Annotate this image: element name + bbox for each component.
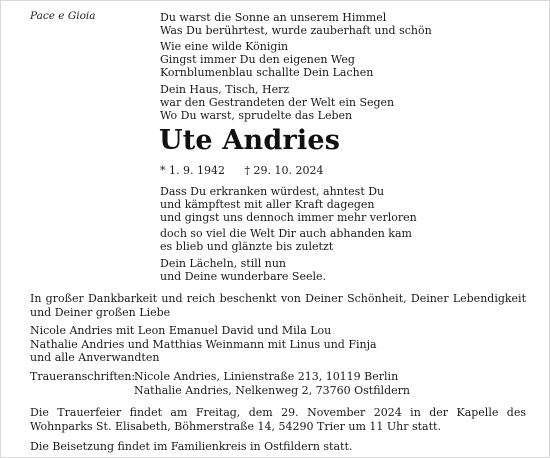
poem-line: Dein Lächeln, still nun [160, 257, 287, 270]
family-line: und alle Anverwandten [30, 351, 160, 364]
burial-notice: Die Beisetzung findet im Familienkreis in Ostfildern statt. [30, 440, 353, 453]
poem-line: Dein Haus, Tisch, Herz [160, 83, 290, 96]
family-line: Nicole Andries mit Leon Emanuel David und Mila Lou [30, 324, 332, 337]
life-dates [160, 164, 323, 177]
poem-stanza-1 [160, 11, 432, 37]
poem-line: Wo Du warst, sprudelte das Leben [160, 109, 353, 122]
death-date: † 29. 10. 2024 [244, 164, 324, 177]
addresses-list [134, 370, 410, 397]
poem-stanza-2 [160, 40, 373, 79]
poem-stanza-4 [160, 185, 417, 224]
funeral-notice: Die Trauerfeier findet am Freitag, dem 29. November 2024 in der Kapelle des Wohnparks St. Elisabeth, Böhmerstraße 14, 54290 Trier um 11 Uhr statt. [30, 406, 526, 433]
deceased-name: Ute Andries [159, 125, 341, 156]
poem-stanza-3 [160, 83, 394, 122]
poem-line: Wie eine wilde Königin [160, 40, 289, 53]
addresses-label: Traueranschriften: [30, 370, 136, 383]
poem-line: war den Gestrandeten der Welt ein Segen [160, 96, 395, 109]
thanks-paragraph: In großer Dankbarkeit und reich beschenkt von Deiner Schönheit, Deiner Lebendigkeit und Deiner großen Liebe [30, 292, 526, 319]
address-line: Nathalie Andries, Nelkenweg 2, 73760 Ostfildern [134, 383, 410, 397]
family-list [30, 324, 526, 365]
poem-stanza-6 [160, 257, 326, 283]
poem-line: Kornblumenblau schallte Dein Lachen [160, 66, 374, 79]
poem-stanza-5 [160, 227, 412, 253]
family-line: Nathalie Andries und Matthias Weinmann mit Linus und Finja [30, 337, 377, 351]
poem-line: Was Du berührtest, wurde zauberhaft und schön [160, 24, 432, 37]
poem-line: Gingst immer Du den eigenen Weg [160, 53, 355, 66]
motto: Pace e Gioia [30, 10, 96, 22]
poem-line: und Deine wunderbare Seele. [160, 270, 326, 283]
poem-line: und kämpftest mit aller Kraft dagegen [160, 198, 375, 211]
poem-line: doch so viel die Welt Dir auch abhanden kam [160, 227, 412, 240]
poem-line: es blieb und glänzte bis zuletzt [160, 240, 334, 253]
address-line: Nicole Andries, Linienstraße 213, 10119 Berlin [134, 370, 399, 383]
poem-line: und gingst uns dennoch immer mehr verloren [160, 211, 417, 224]
poem-line: Du warst die Sonne an unserem Himmel [160, 11, 387, 24]
birth-date: * 1. 9. 1942 [160, 164, 225, 177]
poem-line: Dass Du erkranken würdest, ahntest Du [160, 185, 385, 198]
